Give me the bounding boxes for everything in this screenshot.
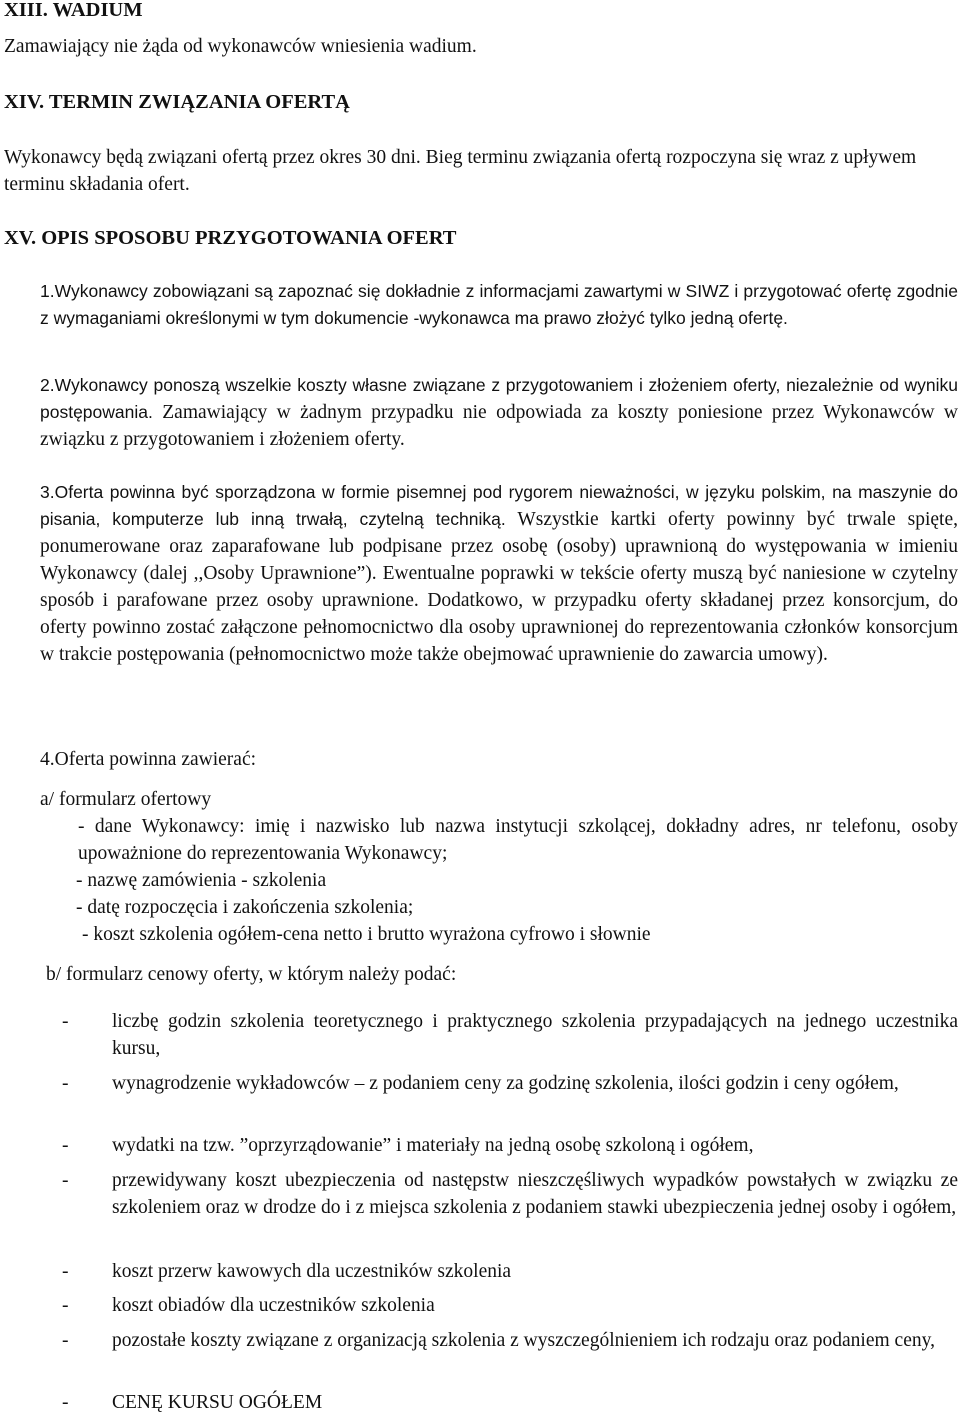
list-b-item-text: przewidywany koszt ubezpieczenia od następstw nieszczęśliwych wypadków powstałych w związku ze szkoleniem oraz w drodze do i z miejsca szkolenia z podaniem stawki ubezpieczenia jednej osoby i ogółem,: [112, 1170, 958, 1218]
list-b-item: [62, 1008, 958, 1062]
paragraph-2: [40, 372, 958, 453]
list-b-item: [62, 1070, 958, 1097]
list-dash: -: [62, 1011, 69, 1032]
section-15-heading: XV. OPIS SPOSOBU PRZYGOTOWANIA OFERT: [4, 227, 457, 249]
section-13-heading: XIII. WADIUM: [4, 0, 143, 21]
list-b-item-text: CENĘ KURSU OGÓŁEM: [112, 1392, 323, 1413]
paragraph-2-part-a: 2.Wykonawcy ponoszą wszelkie koszty własne związane z przygotowaniem i złożeniem oferty, niezależnie od wyniku postępowania.: [40, 375, 958, 422]
section-13-text: Zamawiający nie żąda od wykonawców wniesienia wadium.: [4, 36, 477, 57]
list-dash: -: [62, 1135, 69, 1156]
list-a-item: - nazwę zamówienia - szkolenia: [76, 870, 327, 891]
list-b-item: [62, 1389, 958, 1416]
paragraph-3-part-b: Wszystkie kartki oferty powinny być trwale spięte, ponumerowane oraz zaparafowane lub podpisane przez osobę (osoby) uprawnioną do występowania w imieniu Wykonawcy (dalej ,,Osoby Uprawnione”). Ewentualne poprawki w tekście oferty muszą być naniesione w czytelny sposób i parafowane przez osoby uprawnione. Dodatkowo, w przypadku oferty składanej przez konsorcjum, do oferty powinno zostać załączone pełnomocnictwo dla osoby uprawnionej do reprezentowania członków konsorcjum w trakcie postępowania (pełnomocnictwo może także obejmować uprawnienie do zawarcia umowy).: [40, 509, 959, 665]
list-b-item: [62, 1327, 958, 1354]
paragraph-1: 1.Wykonawcy zobowiązani są zapoznać się dokładnie z informacjami zawartymi w SIWZ i przygotować ofertę zgodnie z wymaganiami określonymi w tym dokumencie -wykonawca ma prawo złożyć tylko jedną ofertę.: [40, 281, 958, 328]
list-b-item-text: liczbę godzin szkolenia teoretycznego i praktycznego szkolenia przypadających na jednego uczestnika kursu,: [112, 1011, 958, 1059]
list-b-item-text: wynagrodzenie wykładowców – z podaniem ceny za godzinę szkolenia, ilości godzin i ceny ogółem,: [112, 1073, 899, 1094]
list-b-item-text: koszt przerw kawowych dla uczestników szkolenia: [112, 1261, 512, 1282]
list-b-heading: b/ formularz cenowy oferty, w którym należy podać:: [46, 964, 457, 985]
list-b-item: [62, 1292, 958, 1319]
paragraph-4: 4.Oferta powinna zawierać:: [40, 749, 257, 770]
list-b-item-text: wydatki na tzw. ”oprzyrządowanie” i materiały na jedną osobę szkoloną i ogółem,: [112, 1135, 754, 1156]
list-b-item: [62, 1258, 958, 1285]
list-b-item: [62, 1132, 958, 1159]
list-dash: -: [62, 1330, 69, 1351]
section-14-text: Wykonawcy będą związani ofertą przez okres 30 dni. Bieg terminu związania ofertą rozpoczyna się wraz z upływem terminu składania ofert.: [4, 147, 917, 195]
list-b-item: [62, 1167, 958, 1221]
section-14-heading: XIV. TERMIN ZWIĄZANIA OFERTĄ: [4, 91, 350, 113]
list-a-heading: a/ formularz ofertowy: [40, 789, 212, 810]
list-dash: -: [62, 1261, 69, 1282]
paragraph-2-part-b: Zamawiający w żadnym przypadku nie odpowiada za koszty poniesione przez Wykonawców w związku z przygotowaniem i złożeniem oferty.: [40, 402, 958, 450]
list-dash: -: [62, 1170, 69, 1191]
list-a-item: - datę rozpoczęcia i zakończenia szkolenia;: [76, 897, 414, 918]
list-b-item-text: koszt obiadów dla uczestników szkolenia: [112, 1295, 435, 1316]
list-a-item: - koszt szkolenia ogółem-cena netto i brutto wyrażona cyfrowo i słownie: [82, 924, 651, 945]
paragraph-3: [40, 479, 958, 668]
list-dash: -: [62, 1392, 69, 1413]
list-dash: -: [62, 1295, 69, 1316]
list-dash: -: [62, 1073, 69, 1094]
list-a-item: - dane Wykonawcy: imię i nazwisko lub nazwa instytucji szkolącej, dokładny adres, nr telefonu, osoby upoważnione do reprezentowania Wykonawcy;: [78, 816, 958, 864]
list-b-item-text: pozostałe koszty związane z organizacją szkolenia z wyszczególnieniem ich rodzaju oraz podaniem ceny,: [112, 1330, 935, 1351]
paragraph-3-part-a: 3.Oferta powinna być sporządzona w formie pisemnej pod rygorem nieważności, w języku polskim, na maszynie do pisania, komputerze lub inną trwałą, czytelną techniką.: [40, 482, 958, 529]
